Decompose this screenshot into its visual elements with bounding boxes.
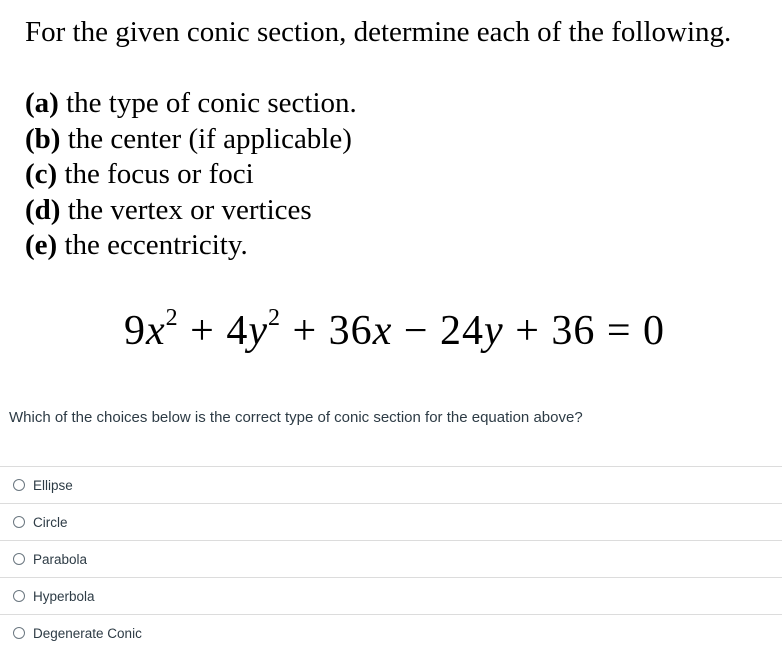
conic-equation <box>124 303 665 359</box>
radio-button[interactable] <box>13 479 25 491</box>
part-text: the eccentricity. <box>57 229 248 261</box>
part-letter: (b) <box>25 122 61 155</box>
prompt-part-d <box>25 193 357 229</box>
equation-exponent: 2 <box>268 305 281 331</box>
choice-parabola[interactable] <box>0 540 782 577</box>
answer-choices <box>0 466 782 651</box>
choice-degenerate-conic[interactable] <box>0 614 782 651</box>
radio-button[interactable] <box>13 553 25 565</box>
choice-label: Parabola <box>33 551 88 567</box>
prompt-part-e <box>25 228 357 264</box>
choice-label: Degenerate Conic <box>33 625 142 641</box>
choice-label: Circle <box>33 514 68 530</box>
choice-hyperbola[interactable] <box>0 577 782 614</box>
part-text: the center (if applicable) <box>60 122 352 155</box>
prompt-intro: For the given conic section, determine each of the following. <box>25 16 732 48</box>
question-text: Which of the choices below is the correct type of conic section for the equation above? <box>9 409 583 426</box>
equation-variable: y <box>484 308 504 354</box>
choice-circle[interactable] <box>0 503 782 540</box>
prompt-part-b <box>25 122 357 158</box>
equation-variable: y <box>248 308 268 354</box>
part-letter: (d) <box>25 193 61 226</box>
equation-term: + 36 = 0 <box>503 308 666 354</box>
part-letter: (a) <box>25 87 59 119</box>
equation-exponent: 2 <box>165 305 179 331</box>
equation-variable: x <box>146 308 166 354</box>
radio-button[interactable] <box>13 627 25 639</box>
equation-term: + 4 <box>178 308 249 354</box>
choice-ellipse[interactable] <box>0 466 782 503</box>
radio-button[interactable] <box>13 590 25 602</box>
equation-term: + 36 <box>281 308 373 354</box>
choice-label: Ellipse <box>33 477 73 493</box>
equation-variable: x <box>372 308 393 354</box>
part-text: the type of conic section. <box>58 87 357 119</box>
prompt-part-a <box>25 86 357 122</box>
part-text: the vertex or vertices <box>60 193 312 226</box>
part-letter: (c) <box>25 158 58 190</box>
equation-term: 9 <box>124 308 146 354</box>
part-letter: (e) <box>25 229 58 261</box>
equation-term: − 24 <box>392 308 485 354</box>
radio-button[interactable] <box>13 516 25 528</box>
choice-label: Hyperbola <box>33 588 95 604</box>
part-text: the focus or foci <box>57 158 254 190</box>
prompt-parts-list <box>25 86 357 264</box>
prompt-part-c <box>25 157 357 193</box>
